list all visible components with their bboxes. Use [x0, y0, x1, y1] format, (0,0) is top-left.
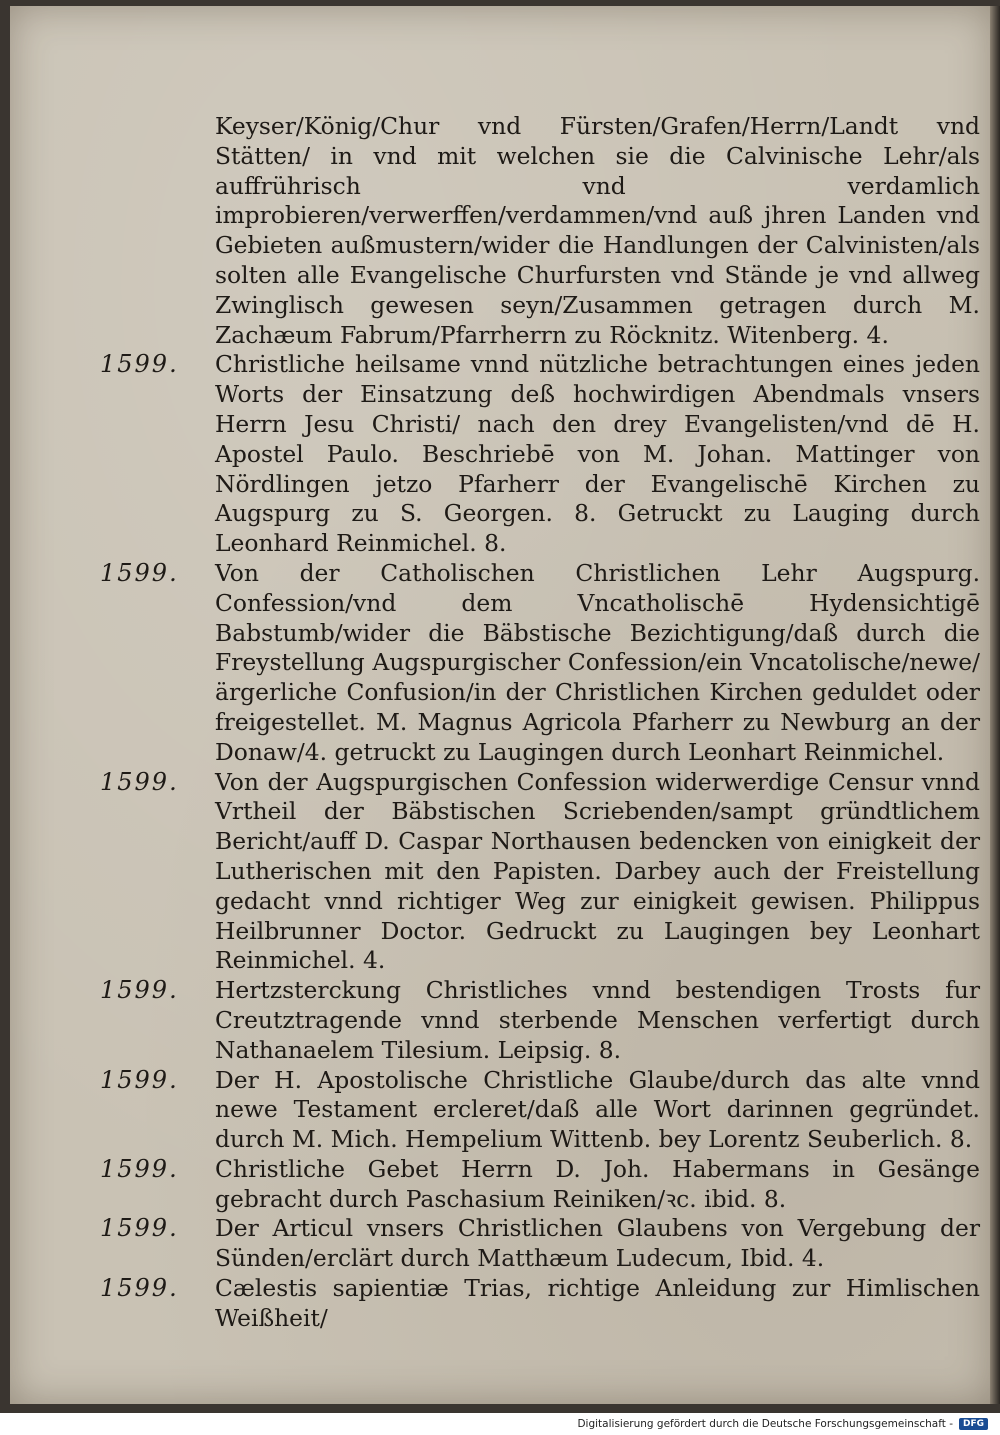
entry-text: Der H. Apostolische Christliche Glaube/durch das alte vnnd newe Testament ercleret/daß alle Wort darinnen gegründet. durch M. Mich. Hempelium Wittenb. bey Lorentz Seuberlich. 8. — [215, 1065, 980, 1154]
entry-text: Hertzsterckung Christliches vnnd bestendigen Trosts fur Creutztragende vnnd sterbende Menschen verfertigt durch Nathanaelem Tilesium. Leipsig. 8. — [215, 976, 980, 1064]
entry-text: Cælestis sapientiæ Trias, richtige Anleidung zur Himlischen Weißheit/ — [215, 1274, 980, 1332]
entry-text: Keyser/König/Chur vnd Fürsten/Grafen/Herrn/Landt vnd Stätten/ in vnd mit welchen sie die Calvinische Lehr/als auffrührisch vnd verdamlich improbieren/verwerffen/verdammen/vnd auß jhren Landen vnd Gebieten außmustern/wider die Handlungen der Calvinisten/als solten alle Evangelische Churfursten vnd Stände je vnd allweg Zwinglisch gewesen seyn/Zusammen getragen durch M. Zachæum Fabrum/Pfarrherrn zu Röcknitz. Witenberg. 4. — [215, 112, 980, 349]
page-binding-edge — [990, 6, 1000, 1404]
entry-2 — [100, 559, 980, 768]
entry-year: 1599. — [100, 976, 179, 1005]
entry-year: 1599. — [100, 1214, 179, 1243]
entry-5 — [100, 1066, 980, 1155]
entry-text: Von der Catholischen Christlichen Lehr Augspurg. Confession/vnd dem Vncatholischē Hydensichtigē Babstumb/wider die Bäbstische Bezichtigung/daß durch die Freystellung Augspurgischer Confession/ein Vncatolische/newe/ärgerliche Confusion/in der Christlichen Kirchen geduldet oder freigestellet. M. Magnus Agricola Pfarherr zu Newburg an der Donaw/4. getruckt zu Laugingen durch Leonhart Reinmichel. — [215, 558, 980, 766]
page-text — [100, 112, 980, 1334]
entry-year: 1599. — [100, 1065, 179, 1094]
funding-credit: Digitalisierung gefördert durch die Deutsche Forschungsgemeinschaft - — [577, 1418, 953, 1430]
entry-text: Christliche heilsame vnnd nützliche betrachtungen eines jeden Worts der Einsatzung deß hochwirdigen Abendmals vnsers Herrn Jesu Christi/ nach den drey Evangelisten/vnd dē H. Apostel Paulo. Beschriebē von M. Johan. Mattinger von Nördlingen jetzo Pfarherr der Evangelischē Kirchen zu Augspurg zu S. Georgen. 8. Getruckt zu Lauging durch Leonhard Reinmichel. 8. — [215, 350, 980, 558]
entry-6 — [100, 1155, 980, 1215]
digitization-footer — [0, 1413, 1000, 1435]
entry-0 — [100, 112, 980, 350]
entry-3 — [100, 768, 980, 977]
entry-8 — [100, 1274, 980, 1334]
entry-7 — [100, 1214, 980, 1274]
entry-year: 1599. — [100, 558, 179, 587]
entry-4 — [100, 976, 980, 1065]
entry-year: 1599. — [100, 1274, 179, 1303]
entry-text: Christliche Gebet Herrn D. Joh. Habermans in Gesänge gebracht durch Paschasium Reiniken/ꝛc. ibid. 8. — [215, 1154, 980, 1213]
entry-text: Von der Augspurgischen Confession widerwerdige Censur vnnd Vrtheil der Bäbstischen Scriebenden/sampt gründtlichem Bericht/auff D. Caspar Northausen bedencken von einigkeit der Lutherischen mit den Papisten. Darbey auch der Freistellung gedacht vnnd richtiger Weg zur einigkeit gewisen. Philippus Heilbrunner Doctor. Gedruckt zu Laugingen bey Leonhart Reinmichel. 4. — [215, 767, 980, 975]
entry-year: 1599. — [100, 1154, 179, 1183]
entry-year: 1599. — [100, 350, 179, 379]
dfg-logo: DFG — [959, 1418, 988, 1430]
entry-text: Der Articul vnsers Christlichen Glaubens von Vergebung der Sünden/erclärt durch Matthæum Ludecum, Ibid. 4. — [215, 1214, 980, 1273]
entry-1 — [100, 350, 980, 559]
entry-year: 1599. — [100, 767, 179, 796]
